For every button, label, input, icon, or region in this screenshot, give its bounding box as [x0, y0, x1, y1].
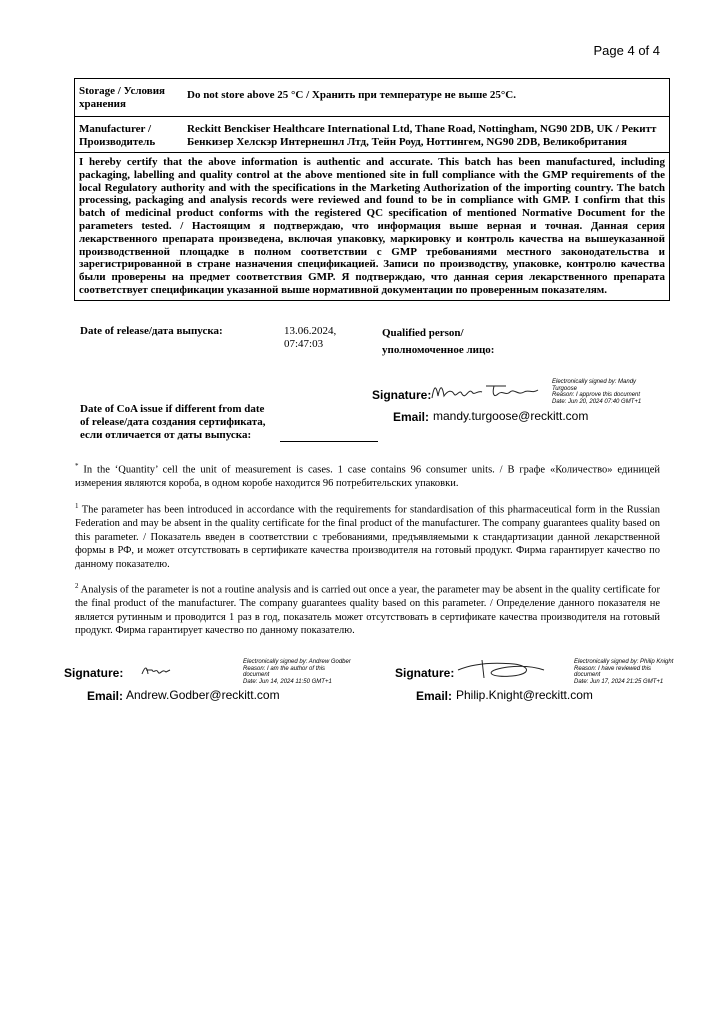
footnote-mark: 2	[75, 582, 79, 590]
qp-esig-line: Date: Jun 20, 2024 07:40 GMT+1	[552, 398, 642, 405]
footnote-quantity	[75, 460, 660, 491]
release-date-value	[284, 325, 336, 351]
manufacturer-value: Reckitt Benckiser Healthcare International Ltd, Thane Road, Nottingham, NG90 2DB, UK / Рекитт Бенкизер Хелскэр Интернешнл Лтд, Тейн Роуд, Ноттингем, NG90 2DB, Великобритания	[183, 117, 670, 153]
qp-esig-line: Electronically signed by: Mandy	[552, 379, 637, 385]
reviewer-esig-line: document	[574, 672, 601, 678]
reviewer-signature-label: Signature:	[395, 666, 455, 680]
reviewer-esig-line: Reason: I have reviewed this	[574, 665, 652, 672]
qp-label-en: Qualified person/	[382, 327, 464, 339]
reviewer-esign-stamp	[574, 659, 684, 685]
storage-value: Do not store above 25 °C / Хранить при температуре не выше 25°C.	[183, 79, 670, 117]
author-email-label: Email:	[87, 689, 124, 703]
qualified-person-label	[382, 325, 494, 359]
reviewer-email[interactable]: Philip.Knight@reckitt.com	[456, 688, 593, 702]
page-number: Page 4 of 4	[593, 43, 660, 58]
specification-table	[74, 78, 670, 301]
author-email[interactable]: Andrew.Godber@reckitt.com	[126, 688, 280, 702]
author-esig-line: Date: Jun 14, 2024 11:50 GMT+1	[243, 678, 332, 685]
coa-issue-date-line	[280, 441, 378, 442]
author-esign-stamp	[243, 659, 363, 685]
reviewer-esig-line: Electronically signed by: Philip Knight	[574, 659, 674, 665]
qp-email-label: Email:	[393, 410, 430, 424]
release-date: 13.06.2024,	[284, 325, 337, 337]
coa-label-line: of release/дата создания сертификата,	[80, 416, 266, 428]
coa-label-line: Date of CoA issue if different from date	[80, 403, 265, 415]
manufacturer-row	[75, 117, 670, 153]
footnote-2	[75, 580, 660, 638]
footnote-text: The parameter has been introduced in accordance with the requirements for standardisation of this pharmaceutical form in the Russian Federation and may be absent in the quality certificate for the final product of the manufacturer. The company guarantees quality based on this parameter. / Показатель введен в соответствии с требованиями, предъявляемыми к стандартизации данной лекарственной формы в РФ, и может отсутствовать в сертификате качества производителя на готовый продукт. Фирма гарантирует качество по данному показателю.	[75, 504, 661, 570]
storage-row	[75, 79, 670, 117]
footnote-text: In the ‘Quantity’ cell the unit of measurement is cases. 1 case contains 96 consumer units. / В графе «Количество» единицей измерения являются короба, в одном коробе находится 96 потребительских упаковки.	[75, 464, 660, 489]
manufacturer-label: Manufacturer / Производитель	[75, 117, 184, 153]
reviewer-signature-image	[452, 654, 552, 682]
handwritten-signature-icon	[452, 654, 552, 682]
certification-statement: I hereby certify that the above information is authentic and accurate. This batch has been manufactured, including packaging, labelling and quality control at the above mentioned site in full compliance with the GMP requirements of the local Regulatory authority and with the specifications in the Marketing Authorization of the importing country. The batch processing, packaging and analysis records were reviewed and found to be in compliance with GMP. I confirm that this batch of medicinal product conforms with the registered QC specification of mentioned Normative Document for the parameters tested. / Настоящим я подтверждаю, что информация выше верная и точная. Данная серия лекарственного препарата произведена, включая упаковку, маркировку и контроль качества на вышеуказанной производственной площадке в полном соответствии с GMP требованиями местного законодательства и зарегистрированной в стране назначения спецификацией. Записи по производству, упаковке, контролю качества были проверены на предмет соответствия GMP. Я подтверждаю, что данная серия лекарственного препарата соответствует спецификации указанной выше нормативной документации по проверенным показателям.	[75, 153, 670, 301]
author-esig-line: Reason: I am the author of this	[243, 665, 326, 672]
coa-label-line: если отличается от даты выпуска:	[80, 429, 252, 441]
author-esig-line: document	[243, 672, 270, 678]
footnote-1	[75, 500, 660, 571]
qp-esig-line: Turgoose	[552, 385, 577, 392]
reviewer-email-label: Email:	[416, 689, 453, 703]
storage-label: Storage / Условия хранения	[75, 79, 184, 117]
footnote-text: Analysis of the parameter is not a routine analysis and is carried out once a year, the parameter may be absent in the quality certificate for the final product of the manufacturer. The company guarantees quality based on this parameter. / Определение данного показателя не является рутинным и проводится 1 раз в год, показатель может отсутствовать в сертификате качества производителя на готовый продукт. Фирма гарантирует качество по данному показателю.	[75, 584, 660, 636]
release-date-label: Date of release/дата выпуска:	[80, 325, 223, 337]
qp-esign-stamp	[552, 379, 672, 405]
qp-email[interactable]: mandy.turgoose@reckitt.com	[433, 409, 589, 423]
qp-label-ru: уполномоченное лицо:	[382, 344, 495, 356]
author-signature-image	[140, 662, 190, 680]
footnote-mark: *	[75, 462, 79, 470]
qp-esig-line: Reason: I approve this document	[552, 392, 641, 398]
handwritten-signature-icon	[140, 662, 190, 680]
coa-issue-label	[80, 403, 266, 442]
author-signature-label: Signature:	[64, 666, 124, 680]
certification-row	[75, 153, 670, 301]
author-esig-line: Electronically signed by: Andrew Godber	[243, 659, 351, 665]
reviewer-esig-line: Date: Jun 17, 2024 21:25 GMT+1	[574, 678, 664, 685]
qp-signature-image	[428, 376, 548, 406]
qp-signature-label: Signature:	[372, 388, 432, 402]
release-time: 07:47:03	[284, 338, 324, 350]
handwritten-signature-icon	[428, 376, 548, 406]
footnote-mark: 1	[75, 502, 79, 510]
